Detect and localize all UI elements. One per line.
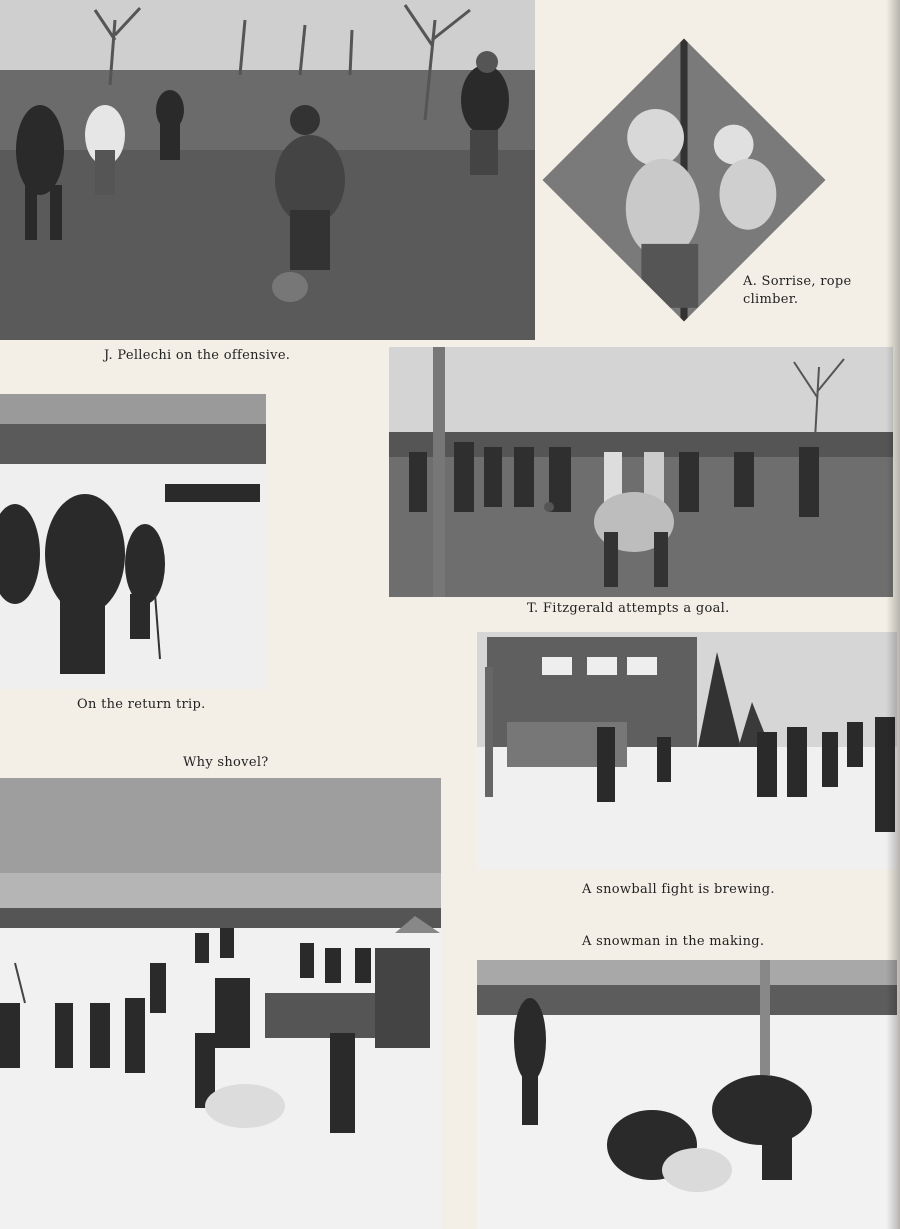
why-shovel-caption: Why shovel? (183, 755, 269, 770)
snowman-photo (477, 960, 897, 1229)
soccer-field-photo (0, 0, 535, 340)
soccer-offensive-caption: J. Pellechi on the offensive. (104, 348, 291, 363)
rope-climber-caption-line1: A. Sorrise, rope (743, 274, 852, 289)
snow-shovel-photo (0, 778, 441, 1229)
goal-attempt-caption: T. Fitzgerald attempts a goal. (527, 601, 730, 616)
soccer-goal-photo (389, 347, 893, 597)
snowman-caption: A snowman in the making. (582, 934, 765, 949)
return-trip-caption: On the return trip. (77, 697, 206, 712)
rope-climber-caption-line2: climber. (743, 292, 799, 307)
snowball-fight-caption: A snowball fight is brewing. (582, 882, 775, 897)
snow-return-trip-photo (0, 394, 266, 689)
page-edge-shadow (886, 0, 900, 1229)
snowball-fight-photo (477, 632, 897, 869)
